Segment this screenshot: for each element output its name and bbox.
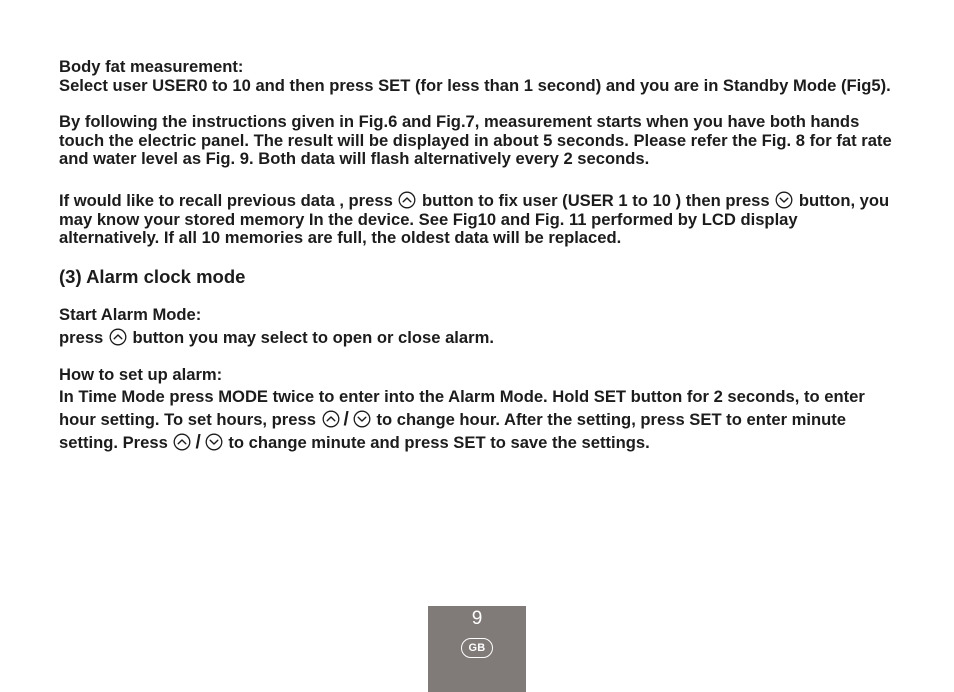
down-button-icon xyxy=(205,433,223,451)
start-alarm-part1: press xyxy=(59,328,108,348)
setup-alarm-text xyxy=(59,385,899,454)
up-button-icon xyxy=(173,433,191,451)
manual-page-content xyxy=(59,58,899,454)
slash-separator: / xyxy=(195,431,201,453)
down-button-icon xyxy=(353,410,371,428)
page-footer-tab xyxy=(428,606,526,692)
recall-text-part2: button to fix user (USER 1 to 10 ) then press xyxy=(417,190,775,210)
recall-text-part1: If would like to recall previous data , press xyxy=(59,190,398,210)
slash-separator: / xyxy=(343,408,349,430)
body-fat-instructions-text: By following the instructions given in Fig.6 and Fig.7, measurement starts when you have both hands touch the electric panel. The result will be displayed in about 5 seconds. Please refer the Fig. 8 for fat rate and water level as Fig. 9. Both data will flash alternatively every 2 seconds. xyxy=(59,112,892,169)
recall-text-part3: button, you may know your stored memory In the device. See Fig10 and Fig. 11 performed by LCD display alternatively. If all 10 memories are full, the oldest data will be replaced. xyxy=(59,190,890,248)
language-badge-gb: GB xyxy=(461,638,493,658)
up-button-icon xyxy=(322,410,340,428)
setup-alarm-heading: How to set up alarm: xyxy=(59,364,223,384)
start-alarm-part2: button you may select to open or close alarm. xyxy=(127,328,494,348)
up-button-icon xyxy=(398,191,416,209)
alarm-section-title: (3) Alarm clock mode xyxy=(59,265,246,287)
down-button-icon xyxy=(775,191,793,209)
recall-data-paragraph xyxy=(59,191,899,248)
body-fat-select-user-text: Select user USER0 to 10 and then press SET (for less than 1 second) and you are in Standby Mode (Fig5). xyxy=(59,75,891,95)
setup-alarm-part1: In Time Mode press MODE twice to enter into the Alarm Mode. Hold SET button for 2 seconds, to enter hour setting. To set hours, press xyxy=(59,386,865,429)
start-alarm-heading: Start Alarm Mode: xyxy=(59,304,202,324)
up-button-icon xyxy=(109,328,127,346)
start-alarm-text xyxy=(59,328,899,348)
setup-alarm-part2: to change hour. After the setting, press SET to enter minute setting. Press xyxy=(59,409,847,452)
body-fat-heading: Body fat measurement: xyxy=(59,57,244,76)
page-number: 9 xyxy=(471,608,483,629)
setup-alarm-part3: to change minute and press SET to save the settings. xyxy=(223,432,650,452)
